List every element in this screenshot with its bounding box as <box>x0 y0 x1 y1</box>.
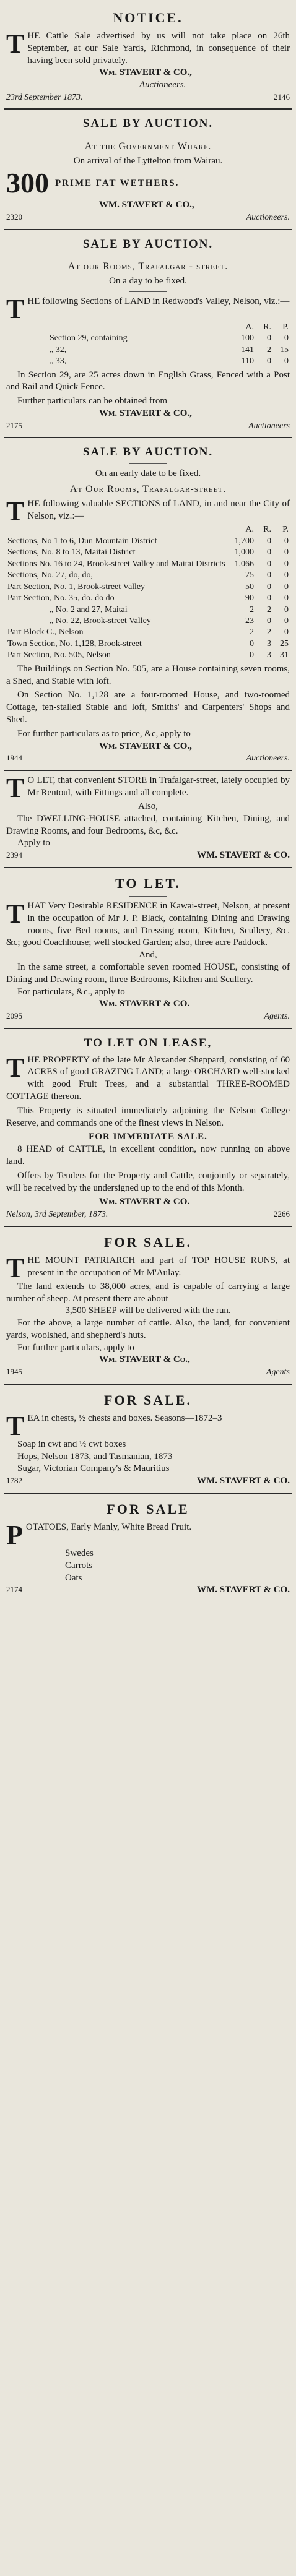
ad-heading: SALE BY AUCTION. <box>82 237 214 251</box>
col-header: A. <box>245 322 254 332</box>
ad-paragraph: HE PROPERTY of the late Mr Alexander Sheppard, consisting of 60 ACRES of good GRAZING LAND; a large ORCHARD well-stocked with good Fruit Trees, and a substantial THREE-ROOMED COTTAGE thereon. <box>6 1054 290 1102</box>
firm-name: Wm. STAVERT & Co., <box>99 1355 190 1365</box>
col-header: P. <box>282 322 289 332</box>
ad-heading: TO LET. <box>115 875 181 891</box>
ad-also: Also, <box>137 801 159 811</box>
ad-date: 23rd September 1873. <box>6 93 83 103</box>
ad-ref-number: 1944 <box>6 753 22 763</box>
col-header: R. <box>263 525 271 535</box>
firm-name: Wm. STAVERT & CO., <box>99 408 192 418</box>
ad-paragraph: O LET, that convenient STORE in Trafalgar-street, lately occupied by Mr Rentoul, with Fittings and all complete. <box>27 775 290 798</box>
ad-day: On an early date to be fixed. <box>95 468 201 479</box>
ad-location: At our Rooms, Trafalgar - street. <box>67 261 229 272</box>
to-let-on-lease-ad <box>4 1029 292 1227</box>
ad-ref-number: 2175 <box>6 420 22 430</box>
table-row: Part Block C., Nelson 2 2 0 <box>7 627 289 637</box>
ad-line: EA in chests, ½ chests and boxes. Seasons—1872–3 <box>27 1413 222 1423</box>
ad-day: On a day to be fixed. <box>109 275 187 286</box>
drop-cap: T <box>6 496 25 527</box>
table-row: Part Section, No. 35, do. do do 90 0 0 <box>7 593 289 603</box>
ad-further: For further particulars as to price, &c, apply to <box>17 728 191 739</box>
ad-heading: SALE BY AUCTION. <box>82 446 214 459</box>
ad-paragraph: For the above, a large number of cattle. Also, the land, for convenient yards, woolshed, and shepherd's huts. <box>6 1318 290 1340</box>
table-row: Part Section, No. 1, Brook-street Valley 50 0 0 <box>7 582 289 592</box>
store-to-let-ad <box>4 771 292 868</box>
quantity-number: 300 <box>6 167 49 199</box>
ad-line: Hops, Nelson 1873, and Tasmanian, 1873 <box>17 1451 173 1462</box>
ad-intro: HE following valuable SECTIONS of LAND, in and near the City of Nelson, viz.:— <box>27 499 290 522</box>
list-item: Carrots <box>65 1560 93 1570</box>
col-header: P. <box>282 525 289 535</box>
sale-by-auction-wharf-ad <box>4 110 292 230</box>
to-let-residence-ad <box>4 868 292 1029</box>
ad-heading: TO LET ON LEASE, <box>84 1036 212 1049</box>
ad-and: And, <box>139 950 157 960</box>
ad-subheading: FOR IMMEDIATE SALE. <box>89 1132 207 1142</box>
table-row: Sections No. 16 to 24, Brook-street Valley and Maitai Districts 1,066 0 0 <box>7 559 289 569</box>
table-row: Section 29, containing 100 0 0 <box>50 334 289 343</box>
ad-intro: HE following Sections of LAND in Redwood's Valley, Nelson, viz.:— <box>27 296 290 306</box>
table-row: „ 33, 110 0 0 <box>50 356 289 366</box>
firm-name: Wm. STAVERT & CO., <box>99 741 192 751</box>
ad-heading: FOR SALE <box>107 1501 189 1517</box>
firm-name: Wm. STAVERT & CO. <box>99 1197 190 1207</box>
col-header: R. <box>263 322 271 332</box>
drop-cap: T <box>6 898 25 929</box>
ad-further: Further particulars can be obtained from <box>17 396 167 407</box>
table-row: „ No. 22, Brook-street Valley 23 0 0 <box>50 616 289 626</box>
ad-line: Sugar, Victorian Company's & Mauritius <box>17 1463 170 1474</box>
table-row: Sections, No 1 to 6, Dun Mountain District 1,700 0 0 <box>7 536 289 546</box>
ad-ref-number: 2146 <box>274 92 290 102</box>
list-item: Swedes <box>65 1548 94 1558</box>
ad-line: OTATOES, Early Manly, White Bread Fruit. <box>25 1522 192 1532</box>
ad-paragraph: The land extends to 38,000 acres, and is capable of carrying a large number of sheep. At present there are about <box>6 1281 290 1304</box>
ad-date: Nelson, 3rd September, 1873. <box>6 1210 108 1220</box>
ad-ref-number: 2266 <box>274 1209 290 1219</box>
ad-paragraph: The DWELLING-HOUSE attached, containing Kitchen, Dining, and Drawing Rooms, and four Bedrooms, &c, &c. <box>6 813 290 836</box>
ad-body: HE Cattle Sale advertised by us will not take place on 26th September, at our Sale Yards, Richmond, in consequence of their having been sold privately. <box>27 31 290 66</box>
drop-cap: T <box>6 772 25 803</box>
ad-heading: FOR SALE. <box>104 1234 192 1250</box>
drop-cap: T <box>6 293 25 324</box>
ad-further: For further particulars, apply to <box>17 1342 134 1353</box>
list-item: Oats <box>65 1572 82 1583</box>
ad-ref-number: 2095 <box>6 1011 22 1021</box>
ad-paragraph: This Property is situated immediately adjoining the Nelson College Reserve, and commands one of the finest views in Nelson. <box>6 1105 290 1128</box>
ad-ref-number: 1782 <box>6 1476 22 1486</box>
for-sale-potatoes-ad <box>4 1494 292 1601</box>
ad-location: At the Government Wharf. <box>84 140 212 152</box>
ad-arrival: On arrival of the Lyttelton from Wairau. <box>73 155 223 166</box>
sale-by-auction-redwood-ad <box>4 230 292 439</box>
ad-further: For particulars, &c., apply to <box>17 986 125 997</box>
ad-paragraph: HAT Very Desirable RESIDENCE in Kawai-street, Nelson, at present in the occupation of Mr J. P. Black, containing Dining and Drawing rooms, five Bed rooms, and Dressing room, Kitchen, Scullery, &c. &c; good Coachhouse; well stocked Garden; also, three acre Paddock. <box>6 900 290 948</box>
ad-paragraph: 8 HEAD of CATTLE, in excellent condition, now running on above land. <box>6 1144 290 1167</box>
ad-location: At Our Rooms, Trafalgar-street. <box>69 484 227 495</box>
drop-cap: T <box>6 1252 25 1283</box>
ad-ref-number: 2394 <box>6 850 22 860</box>
ad-paragraph: In the same street, a comfortable seven roomed HOUSE, consisting of Dining and Drawing room, three Bedrooms, Kitchen and Scullery. <box>6 962 290 984</box>
drop-cap: T <box>6 28 25 59</box>
firm-role: Auctioneers. <box>139 80 186 90</box>
ad-paragraph: Offers by Tenders for the Property and Cattle, conjointly or separately, will be received by the undersigned up to the end of this Month. <box>6 1170 290 1193</box>
ad-ref-number: 2174 <box>6 1585 22 1595</box>
ad-heading: NOTICE. <box>113 10 183 25</box>
ad-heading: FOR SALE. <box>104 1392 192 1408</box>
ad-note: In Section 29, are 25 acres down in English Grass, Fenced with a Post and Rail and Quick Fence. <box>6 369 290 392</box>
firm-role: Agents. <box>264 1012 290 1022</box>
quantity-words: PRIME FAT WETHERS. <box>55 178 180 188</box>
ad-paragraph: HE MOUNT PATRIARCH and part of TOP HOUSE RUNS, at present in the occupation of Mr M'Aulay. <box>27 1255 290 1278</box>
table-row: „ No. 2 and 27, Maitai 2 2 0 <box>50 605 289 614</box>
firm-name: WM. STAVERT & CO. <box>197 850 290 861</box>
firm-name: WM. STAVERT & CO., <box>99 200 194 210</box>
col-header: A. <box>245 525 254 535</box>
drop-cap: P <box>6 1520 23 1550</box>
firm-role: Auctioneers. <box>246 213 290 223</box>
ad-ref-number: 1945 <box>6 1367 22 1377</box>
ad-paragraph: 3,500 SHEEP will be delivered with the run. <box>65 1306 231 1316</box>
for-sale-tea-ad <box>4 1385 292 1494</box>
newspaper-column <box>4 0 292 1601</box>
land-table <box>6 322 290 368</box>
table-row: Sections, No. 8 to 13, Maitai District 1,000 0 0 <box>7 548 289 558</box>
sale-by-auction-city-ad <box>4 438 292 771</box>
firm-name: WM. STAVERT & CO. <box>197 1476 290 1486</box>
notice-ad <box>4 2 292 110</box>
firm-name: Wm. STAVERT & CO., <box>99 67 192 78</box>
ad-paragraph: The Buildings on Section No. 505, are a House containing seven rooms, a Shed, and Stable with loft. <box>6 663 290 686</box>
drop-cap: T <box>6 1052 25 1083</box>
ad-heading: SALE BY AUCTION. <box>82 117 214 131</box>
firm-role: Agents <box>266 1368 290 1377</box>
table-row: Sections, No. 27, do, do, 75 0 0 <box>7 571 289 580</box>
land-table <box>6 524 290 661</box>
ad-line: Soap in cwt and ½ cwt boxes <box>17 1439 126 1449</box>
table-row: „ 32, 141 2 15 <box>50 345 289 355</box>
firm-role: Auctioneers. <box>246 754 290 764</box>
ad-ref-number: 2320 <box>6 212 22 222</box>
firm-name: Wm. STAVERT & CO. <box>99 999 190 1009</box>
firm-role: Auctioneers <box>248 421 290 431</box>
table-row: Town Section, No. 1,128, Brook-street 0 3 25 <box>7 639 289 648</box>
for-sale-run-ad <box>4 1227 292 1385</box>
firm-name: WM. STAVERT & CO. <box>197 1585 290 1595</box>
table-row: Part Section, No. 505, Nelson 0 3 31 <box>7 650 289 660</box>
ad-apply: Apply to <box>17 838 50 848</box>
ad-paragraph: On Section No. 1,128 are a four-roomed House, and two-roomed Cottage, ten-stalled Stable and loft, Smiths' and Carpenters' Shops and Shed. <box>6 690 290 725</box>
drop-cap: T <box>6 1410 25 1441</box>
